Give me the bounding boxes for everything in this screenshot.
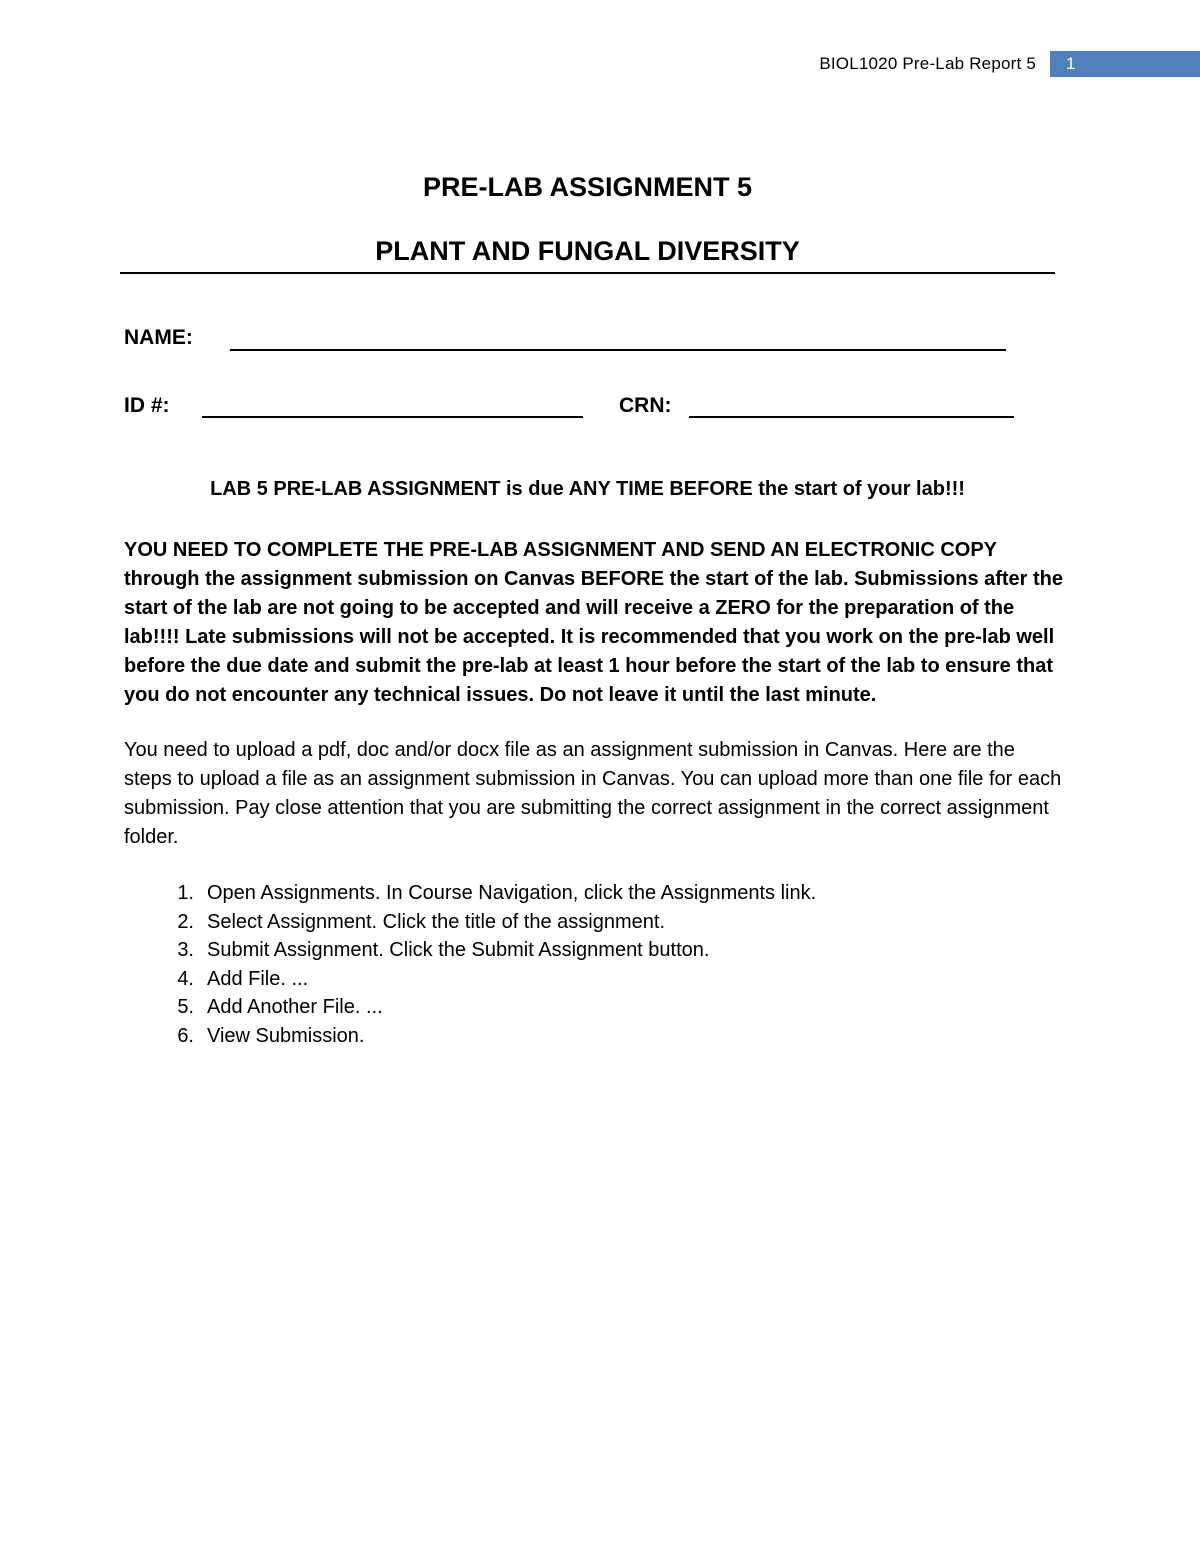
step-text: Select Assignment. Click the title of the assignment. <box>207 910 665 933</box>
list-item <box>124 908 816 937</box>
step-text: Add File. ... <box>207 967 309 990</box>
step-text: View Submission. <box>207 1024 365 1047</box>
step-text: Open Assignments. In Course Navigation, click the Assignments link. <box>207 882 817 904</box>
list-item <box>124 993 816 1022</box>
name-label: NAME: <box>124 326 193 349</box>
list-item <box>124 965 816 994</box>
upload-steps-list <box>124 879 816 1050</box>
submission-instructions: YOU NEED TO COMPLETE THE PRE-LAB ASSIGNMENT AND SEND AN ELECTRONIC COPY through the assignment submission on Canvas BEFORE the start of the lab. Submissions after the start of the lab are not going to be accepted and will receive a ZERO for the preparation of the lab!!!! Late submissions will not be accepted. It is recommended that you work on the pre-lab well before the due date and submit the pre-lab at least 1 hour before the start of the lab to ensure that you do not encounter any technical issues. Do not leave it until the last minute. <box>124 539 1064 706</box>
document-title: PRE-LAB ASSIGNMENT 5 <box>422 172 753 202</box>
title-divider <box>120 272 1055 274</box>
crn-field[interactable] <box>689 416 1014 418</box>
upload-instructions: You need to upload a pdf, doc and/or docx file as an assignment submission in Canvas. Here are the steps to upload a file as an assignment submission in Canvas. You can upload more than one file for each submission. Pay close attention that you are submitting the correct assignment in the correct assignment folder. <box>124 739 1062 848</box>
list-item <box>124 879 816 908</box>
name-field[interactable] <box>230 349 1006 351</box>
page-header <box>819 50 1200 78</box>
step-number: 1. <box>177 882 194 904</box>
step-number: 3. <box>177 939 194 961</box>
step-text: Submit Assignment. Click the Submit Assignment button. <box>207 939 710 961</box>
list-item <box>124 1022 816 1051</box>
step-text: Add Another File. ... <box>207 996 383 1018</box>
due-notice: LAB 5 PRE-LAB ASSIGNMENT is due ANY TIME BEFORE the start of your lab!!! <box>210 478 965 500</box>
step-number: 5. <box>177 996 194 1018</box>
step-number: 2. <box>177 910 194 933</box>
running-title: BIOL1020 Pre-Lab Report 5 <box>819 54 1036 73</box>
document-subtitle: PLANT AND FUNGAL DIVERSITY <box>375 236 800 266</box>
step-number: 6. <box>177 1024 194 1047</box>
id-field[interactable] <box>202 416 583 418</box>
step-number: 4. <box>177 967 194 990</box>
page-number-badge: 1 <box>1050 51 1200 77</box>
list-item <box>124 936 816 965</box>
id-label: ID #: <box>124 394 170 417</box>
crn-label: CRN: <box>619 394 672 417</box>
